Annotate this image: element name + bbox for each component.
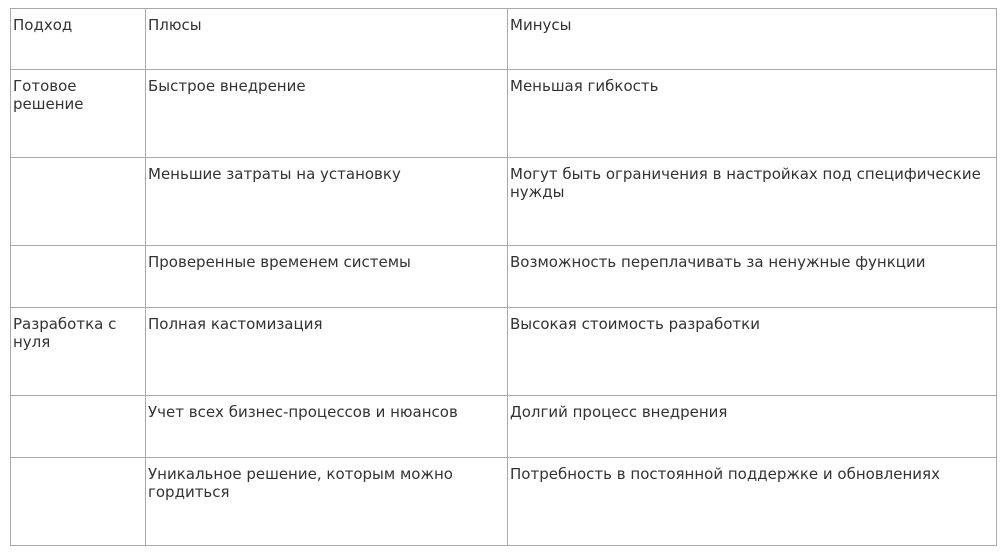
approach-cell: Разработка с нуля (11, 308, 146, 396)
header-pros: Плюсы (146, 9, 508, 70)
con-cell: Могут быть ограничения в настройках под специфические нужды (508, 158, 997, 246)
con-cell: Меньшая гибкость (508, 70, 997, 158)
con-cell: Потребность в постоянной поддержке и обновлениях (508, 458, 997, 546)
comparison-table-container (10, 8, 997, 546)
pro-cell: Быстрое внедрение (146, 70, 508, 158)
table-header-row (11, 9, 997, 70)
approach-cell (11, 158, 146, 246)
approach-cell (11, 396, 146, 458)
table-row (11, 396, 997, 458)
table-row (11, 246, 997, 308)
approach-cell: Готовое решение (11, 70, 146, 158)
con-cell: Возможность переплачивать за ненужные функции (508, 246, 997, 308)
table-row (11, 70, 997, 158)
pro-cell: Полная кастомизация (146, 308, 508, 396)
con-cell: Долгий процесс внедрения (508, 396, 997, 458)
table-row (11, 308, 997, 396)
con-cell: Высокая стоимость разработки (508, 308, 997, 396)
approach-cell (11, 458, 146, 546)
approach-cell (11, 246, 146, 308)
header-approach: Подход (11, 9, 146, 70)
header-cons: Минусы (508, 9, 997, 70)
pro-cell: Уникальное решение, которым можно гордиться (146, 458, 508, 546)
table-row (11, 158, 997, 246)
pro-cell: Проверенные временем системы (146, 246, 508, 308)
comparison-table (10, 8, 997, 546)
table-row (11, 458, 997, 546)
pro-cell: Учет всех бизнес-процессов и нюансов (146, 396, 508, 458)
pro-cell: Меньшие затраты на установку (146, 158, 508, 246)
